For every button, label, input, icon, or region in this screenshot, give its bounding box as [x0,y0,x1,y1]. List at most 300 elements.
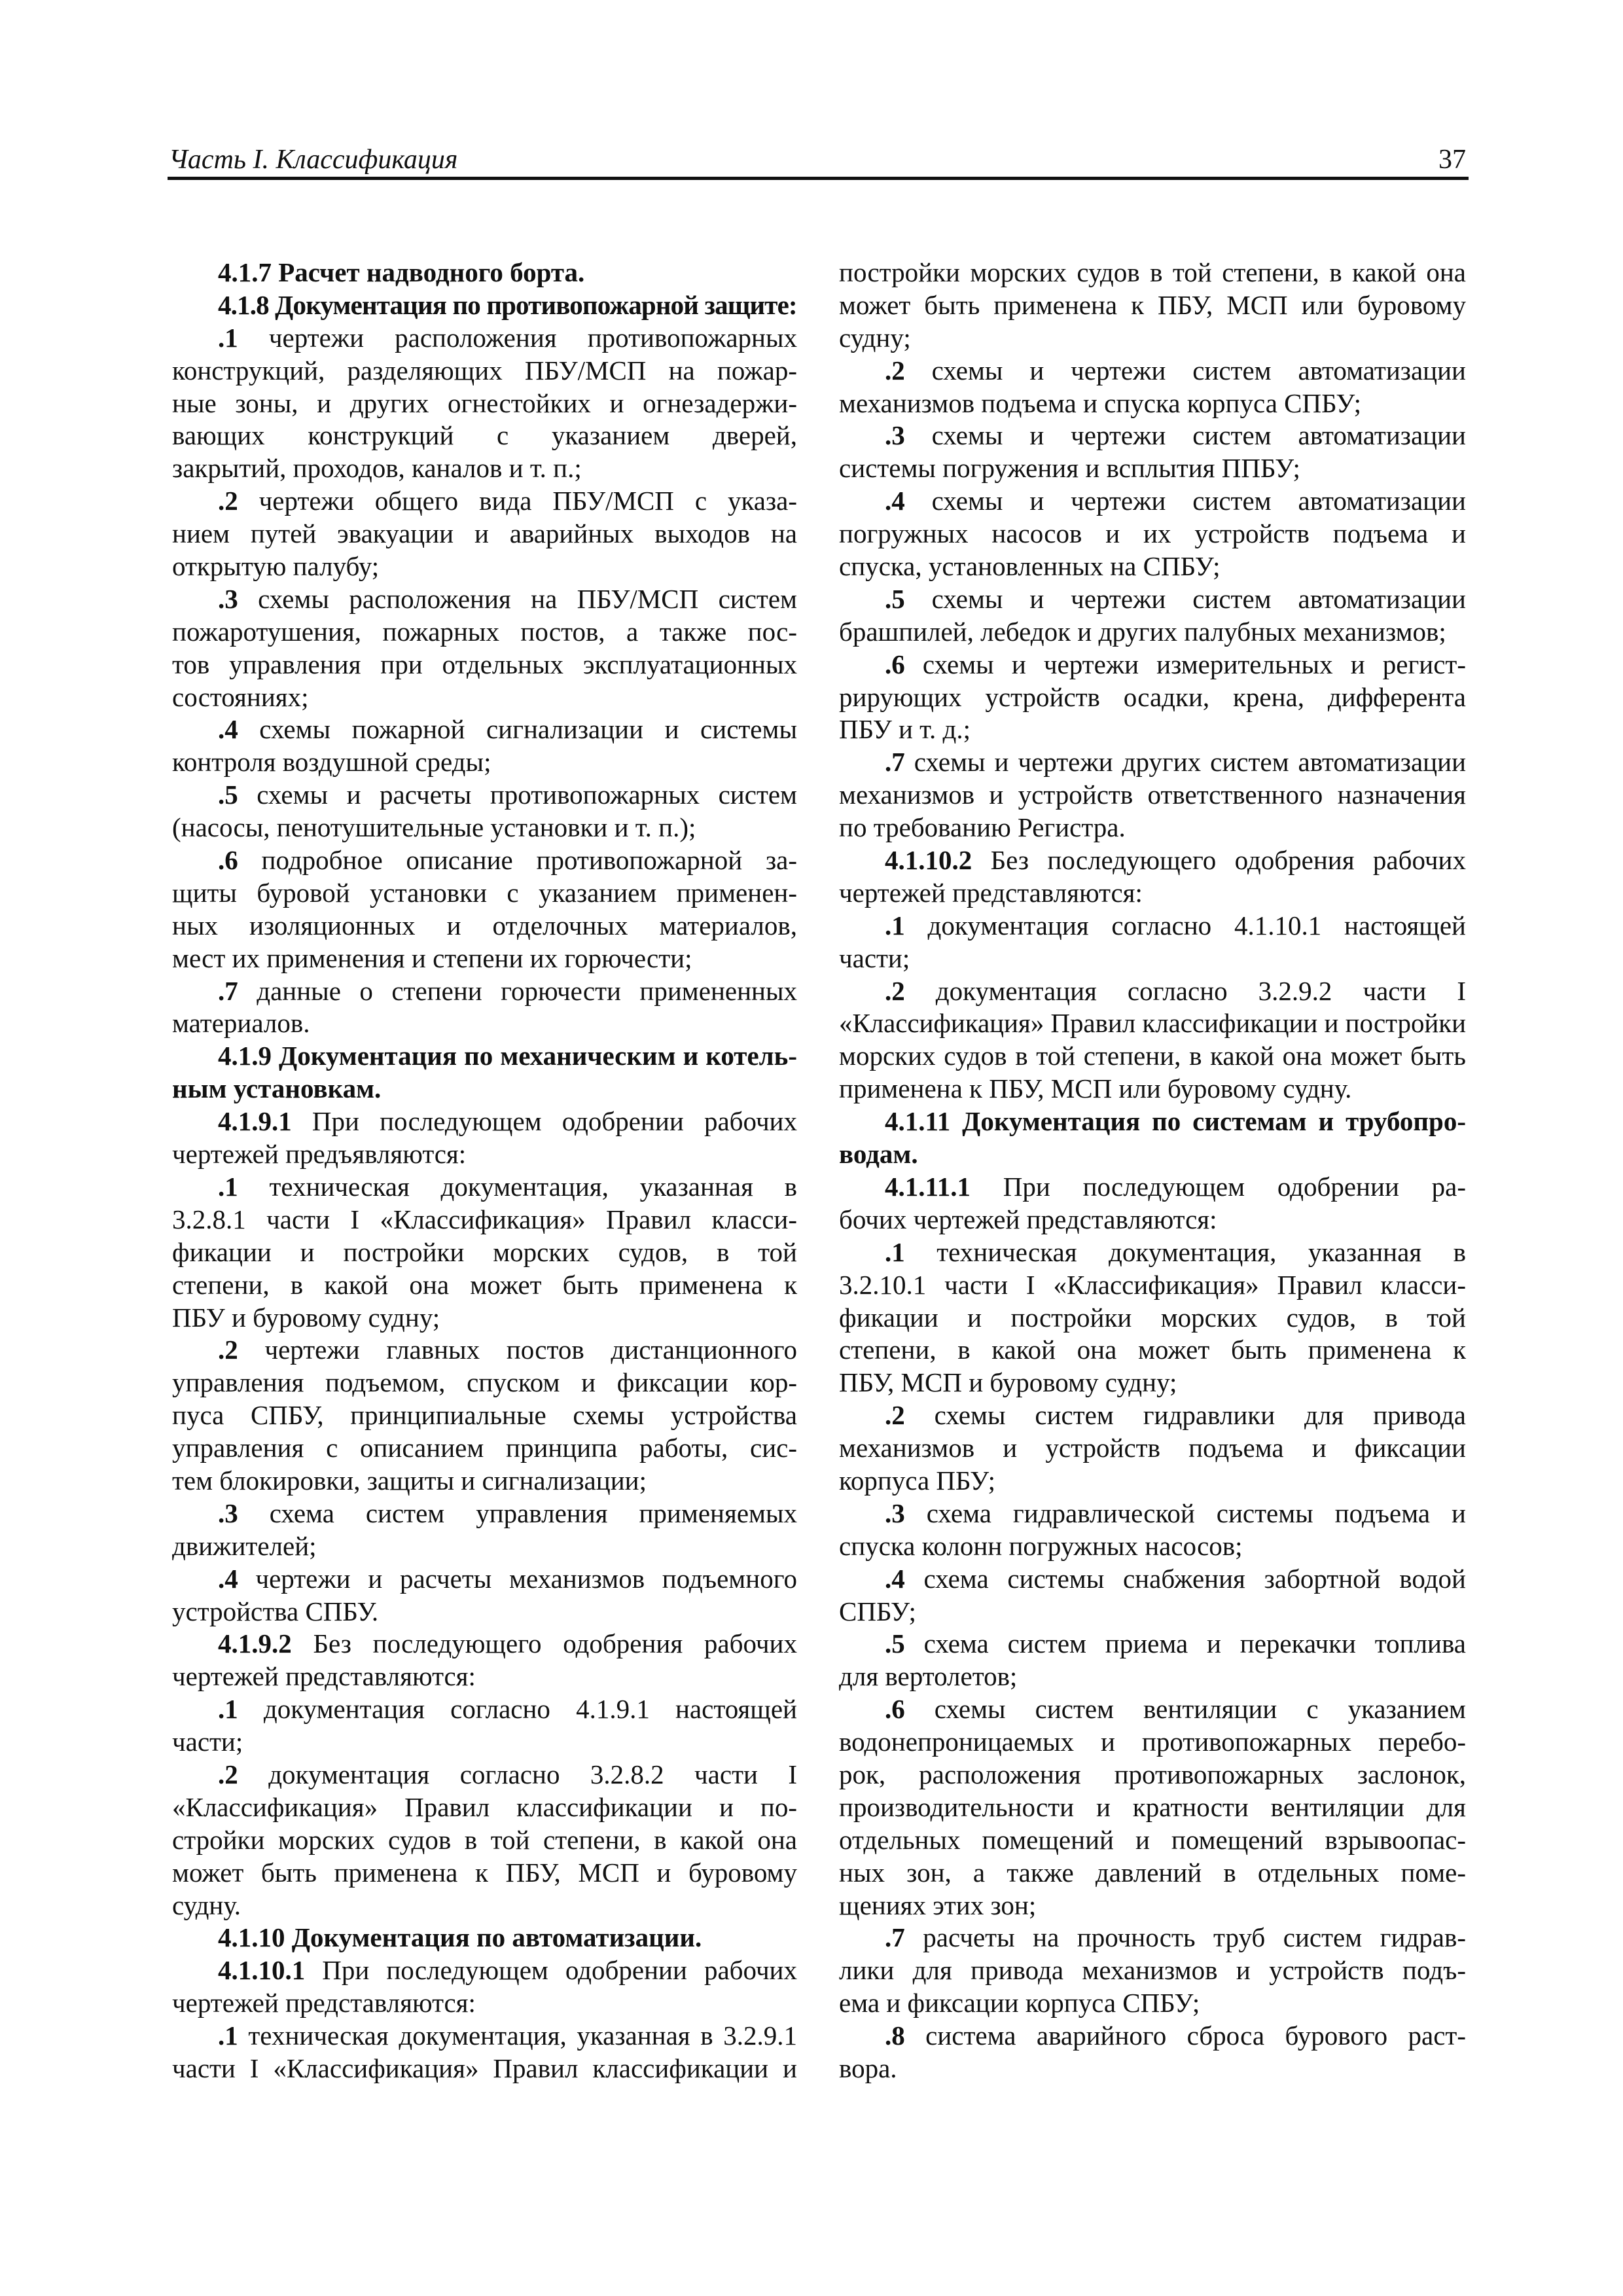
list-item [839,844,1466,910]
line-text: устройства СПБУ. [172,1596,379,1626]
text-line [839,1073,1466,1105]
text-line [839,1791,1466,1824]
item-number: .2 [885,1400,905,1431]
text-line [839,779,1466,812]
text-line [172,1628,797,1660]
line-text: чертежи главных постов дистанционного [264,1335,798,1365]
list-item [172,485,797,583]
line-text: движителей; [172,1530,317,1561]
line-text: 4.1.7 Расчет надводного борта. [218,257,585,287]
line-text: вающих конструкций с указанием дверей, [172,420,797,451]
text-line [839,257,1466,289]
section-heading [172,257,797,289]
text-line [172,1890,797,1922]
list-item [839,485,1466,583]
text-line [172,2020,797,2053]
text-line [172,746,797,779]
line-text: состояниях; [172,681,309,712]
text-line [172,1726,797,1759]
text-line [839,452,1466,485]
text-line [172,1432,797,1465]
line-text: схемы расположения на ПБУ/МСП систем [258,583,797,614]
item-number: .4 [885,486,905,516]
text-line [839,1399,1466,1432]
text-line [839,844,1466,877]
item-number: .1 [885,1236,905,1267]
line-text: пуса СПБУ, принципиальные схемы устройства [172,1400,797,1431]
line-text: 4.1.9 Документация по механическим и котель- [218,1041,797,1071]
line-text: схемы и расчеты противопожарных систем [257,780,798,810]
text-line [172,1465,797,1498]
text-line [839,322,1466,355]
item-number: 4.1.11.1 [885,1171,971,1202]
section-heading [839,1105,1466,1171]
item-number: .1 [218,2020,238,2051]
list-item [172,975,797,1041]
text-line [839,583,1466,616]
text-line [172,452,797,485]
text-line [839,746,1466,779]
line-text: данные о степени горючести примененных [257,975,798,1006]
line-text: степени, в какой она может быть применена к [172,1269,797,1300]
line-text: ПБУ и буровому судну; [172,1302,440,1333]
text-line [839,1726,1466,1759]
line-text: документация согласно 4.1.9.1 настоящей [263,1694,797,1725]
item-number: .6 [218,845,238,876]
text-line [172,779,797,812]
line-text: (насосы, пенотушительные установки и т. п.); [172,812,696,843]
text-line [172,1040,797,1073]
text-line [172,1596,797,1628]
item-number: .3 [885,1498,905,1528]
text-line [172,1073,797,1105]
line-text: механизмов и устройств подъема и фиксации [839,1433,1466,1463]
text-line [839,1530,1466,1563]
text-line [839,1204,1466,1236]
text-line [172,713,797,746]
text-line [839,1660,1466,1693]
text-line [172,1399,797,1432]
text-line [172,844,797,877]
line-text: схемы систем вентиляции с указанием [934,1694,1466,1725]
line-text: Без последующего одобрения рабочих [313,1628,797,1659]
list-item [839,1922,1466,2020]
text-line [839,1302,1466,1335]
line-text: производительности и кратности вентиляции для [839,1791,1466,1822]
line-text: документация согласно 3.2.9.2 части I [935,975,1467,1006]
text-line [172,1954,797,1987]
list-item [172,1171,797,1334]
line-text: техническая документация, указанная в [936,1236,1467,1267]
text-line [172,583,797,616]
text-line [172,1987,797,2020]
line-text: водам. [839,1139,918,1170]
text-line [839,1040,1466,1073]
text-line [839,616,1466,649]
text-line [172,1857,797,1890]
running-header-title: Часть I. Классификация [169,145,458,175]
text-line [839,812,1466,844]
text-line [172,1367,797,1399]
text-line [839,1432,1466,1465]
header-rule [168,177,1469,180]
text-line [172,1236,797,1269]
text-line [839,1693,1466,1726]
text-line [172,1204,797,1236]
line-text: вора. [839,2053,897,2083]
list-item [839,1693,1466,1922]
list-item [172,1759,797,1922]
text-line [839,2053,1466,2085]
line-text: части; [839,942,910,973]
text-line [172,1693,797,1726]
running-header [169,144,1466,175]
text-line [839,1596,1466,1628]
item-number: .3 [218,583,238,614]
text-line [172,1922,797,1954]
text-line [839,1759,1466,1791]
text-line [172,1530,797,1563]
list-item [172,1498,797,1563]
text-line [839,1824,1466,1857]
line-text: ным установкам. [172,1073,382,1104]
item-number: .5 [885,1628,905,1659]
line-text: документация согласно 3.2.8.2 части I [268,1759,798,1789]
line-text: степени, в какой она может быть применена к [839,1335,1466,1365]
line-text: механизмов и устройств ответственного назначения [839,780,1466,810]
list-item [839,420,1466,485]
item-number: .1 [218,322,238,353]
list-item [839,1236,1466,1399]
list-item [839,2020,1466,2085]
line-text: чертежей предъявляются: [172,1139,467,1170]
line-text: конструкций, разделяющих ПБУ/МСП на пожар- [172,355,797,386]
line-text: схема системы снабжения забортной водой [923,1563,1466,1594]
line-text: чертежи расположения противопожарных [268,322,797,353]
line-text: системы погружения и всплытия ППБУ; [839,453,1300,484]
item-number: .3 [218,1498,238,1528]
text-line [839,289,1466,322]
text-line [172,649,797,681]
line-text: 4.1.10 Документация по автоматизации. [218,1922,702,1953]
text-line [839,1138,1466,1171]
line-text: Без последующего одобрения рабочих [990,845,1466,876]
line-text: может быть применена к ПБУ, МСП или буровому [839,289,1466,320]
line-text: техническая документация, указанная в 3.2.9.1 [248,2020,797,2051]
list-item [839,1563,1466,1628]
line-text: тов управления при отдельных эксплуатационных [172,649,797,679]
text-line [172,257,797,289]
list-item [172,779,797,844]
text-line [839,1269,1466,1302]
text-line [839,2020,1466,2053]
line-text: схемы и чертежи измерительных и регист- [922,649,1466,679]
line-text: судну; [839,322,911,353]
text-line [172,942,797,975]
line-text: контроля воздушной среды; [172,747,491,778]
line-text: брашпилей, лебедок и других палубных механизмов; [839,616,1446,647]
list-item [172,1334,797,1497]
line-text: части; [172,1727,243,1757]
line-text: для вертолетов; [839,1661,1018,1692]
list-item [839,746,1466,844]
item-number: .2 [885,355,905,386]
line-text: схема систем приема и перекачки топлива [923,1628,1466,1659]
line-text: документация согласно 4.1.10.1 настоящей [927,910,1466,941]
line-text: чертежей представляются: [839,877,1143,908]
line-text: «Классификация» Правил классификации и по- [172,1791,797,1822]
line-text: чертежей представляются: [172,1988,476,2018]
line-text: система аварийного сброса бурового раст- [925,2020,1467,2051]
text-line [839,550,1466,583]
text-line [172,322,797,355]
item-number: .4 [218,1563,238,1594]
list-item [172,2020,797,2085]
text-line [839,877,1466,910]
line-text: схемы и чертежи систем автоматизации [931,355,1467,386]
item-number: 4.1.9.2 [218,1628,292,1659]
text-line [172,2053,797,2085]
text-line [172,1563,797,1596]
line-text: схемы и чертежи других систем автоматизации [914,747,1467,778]
list-item [172,844,797,975]
text-line [839,713,1466,746]
text-line [839,1465,1466,1498]
line-text: тем блокировки, защиты и сигнализации; [172,1465,647,1496]
text-line [839,1987,1466,2020]
list-item [839,1628,1466,1693]
text-line [172,1660,797,1693]
list-item [172,1105,797,1171]
line-text: спуска, установленных на СПБУ; [839,551,1221,582]
list-item [839,1498,1466,1563]
line-text: чертежи общего вида ПБУ/МСП с указа- [259,486,797,516]
line-text: управления с описанием принципа работы, сис- [172,1433,797,1463]
item-number: .2 [218,1759,238,1789]
line-text: схемы систем гидравлики для привода [934,1400,1466,1431]
line-text: расчеты на прочность труб систем гидрав- [923,1922,1466,1953]
text-line [839,1236,1466,1269]
line-text: стройки морских судов в той степени, в какой она [172,1824,797,1855]
line-text: схема систем управления применяемых [269,1498,798,1528]
text-line [839,1105,1466,1138]
text-line [172,616,797,649]
list-item [172,713,797,779]
left-column [172,257,797,2085]
line-text: рок, расположения противопожарных заслонок, [839,1759,1466,1789]
item-number: .1 [218,1171,238,1202]
line-text: схемы пожарной сигнализации и системы [259,714,797,745]
text-line [172,355,797,387]
line-text: корпуса ПБУ; [839,1465,995,1496]
item-number: 4.1.10.2 [885,845,972,876]
text-line [839,355,1466,387]
list-item [839,910,1466,975]
item-number: .5 [218,780,238,810]
item-number: .6 [885,1694,905,1725]
list-item [172,1954,797,2020]
line-text: отдельных помещений и помещений взрывоопас- [839,1824,1466,1855]
text-line [839,1628,1466,1660]
line-text: 3.2.8.1 части I «Классификация» Правил класси- [172,1204,797,1234]
list-item [839,975,1466,1106]
list-item [172,1693,797,1759]
text-line [172,1171,797,1204]
text-line [839,1954,1466,1987]
text-line [839,485,1466,518]
text-line [839,942,1466,975]
line-text: СПБУ; [839,1596,916,1626]
item-number: .2 [885,975,905,1006]
section-heading [172,289,797,322]
line-text: подробное описание противопожарной за- [261,845,797,876]
text-line [839,420,1466,452]
line-text: закрытий, проходов, каналов и т. п.; [172,453,582,484]
line-text: нием путей эвакуации и аварийных выходов на [172,518,797,549]
item-number: .1 [885,910,905,941]
text-line [172,1759,797,1791]
line-text: чертежи и расчеты механизмов подъемного [255,1563,797,1594]
text-line [172,681,797,714]
item-number: .1 [218,1694,238,1725]
item-number: .4 [885,1563,905,1594]
text-line [839,1171,1466,1204]
list-item [839,583,1466,649]
text-line [839,681,1466,714]
text-line [172,1302,797,1335]
text-line [172,550,797,583]
line-text: ема и фиксации корпуса СПБУ; [839,1988,1200,2018]
item-number: .7 [885,1922,905,1953]
item-number: .6 [885,649,905,679]
text-line [839,1334,1466,1367]
line-text: щениях этих зон; [839,1890,1037,1920]
text-line [172,1334,797,1367]
text-line [172,1269,797,1302]
line-text: схема гидравлической системы подъема и [926,1498,1466,1528]
text-line [172,975,797,1008]
list-item [172,322,797,485]
text-line [172,1791,797,1824]
line-text: может быть применена к ПБУ, МСП и буровому [172,1857,797,1888]
text-line [172,1138,797,1171]
line-text: управления подъемом, спуском и фиксации кор- [172,1367,797,1398]
line-text: механизмов подъема и спуска корпуса СПБУ; [839,387,1362,418]
line-text: ПБУ и т. д.; [839,714,971,745]
item-number: .2 [218,1335,238,1365]
line-text: щиты буровой установки с указанием применен- [172,877,797,908]
line-text: постройки морских судов в той степени, в какой она [839,257,1466,287]
text-line [839,387,1466,420]
item-number: 4.1.9.1 [218,1106,292,1137]
line-text: 4.1.8 Документация по противопожарной защите: [218,289,797,320]
text-line [839,1563,1466,1596]
text-line [839,975,1466,1008]
line-text: фикации и постройки морских судов, в той [172,1236,797,1267]
line-text: «Классификация» Правил классификации и постройки [839,1008,1466,1039]
page-number: 37 [1438,145,1466,175]
line-text: ные зоны, и других огнестойких и огнезадержи- [172,387,797,418]
line-text: При последующем одобрении рабочих [312,1106,798,1137]
list-item [839,355,1466,420]
line-text: морских судов в той степени, в какой она может быть [839,1041,1466,1071]
text-line [172,518,797,550]
line-text: техническая документация, указанная в [269,1171,798,1202]
line-text: части I «Классификация» Правил классификации и [172,2053,797,2083]
text-line [172,1007,797,1040]
item-number: .7 [218,975,238,1006]
list-item [839,1171,1466,1236]
text-line [172,1824,797,1857]
text-line [839,1890,1466,1922]
text-line [839,1367,1466,1399]
list-item [839,649,1466,747]
item-number: .7 [885,747,905,778]
section-heading [172,1040,797,1105]
text-line [839,1922,1466,1954]
paragraph [839,257,1466,355]
text-line [172,1105,797,1138]
text-line [172,910,797,942]
text-line [839,1007,1466,1040]
line-text: открытую палубу; [172,551,380,582]
item-number: .8 [885,2020,905,2051]
item-number: .4 [218,714,238,745]
text-line [172,289,797,322]
item-number: .2 [218,486,238,516]
text-line [839,649,1466,681]
item-number: .3 [885,420,905,451]
line-text: фикации и постройки морских судов, в той [839,1302,1466,1333]
text-line [172,1498,797,1530]
line-text: применена к ПБУ, МСП или буровому судну. [839,1073,1352,1104]
line-text: ных изоляционных и отделочных материалов, [172,910,797,941]
line-text: лики для привода механизмов и устройств подъ- [839,1955,1466,1986]
text-line [172,812,797,844]
text-line [172,387,797,420]
item-number: .5 [885,583,905,614]
line-text: 3.2.10.1 части I «Классификация» Правил класси- [839,1269,1466,1300]
line-text: При последующем одобрении рабочих [322,1955,798,1986]
line-text: чертежей представляются: [172,1661,476,1692]
text-line [172,877,797,910]
line-text: схемы и чертежи систем автоматизации [931,486,1467,516]
text-line [172,485,797,518]
line-text: судну. [172,1890,241,1920]
text-line [839,518,1466,550]
text-line [172,420,797,452]
line-text: рирующих устройств осадки, крена, дифферента [839,681,1466,712]
line-text: спуска колонн погружных насосов; [839,1530,1243,1561]
line-text: ПБУ, МСП и буровому судну; [839,1367,1177,1398]
list-item [839,1399,1466,1498]
text-line [839,910,1466,942]
line-text: материалов. [172,1008,310,1039]
line-text: При последующем одобрении ра- [1003,1171,1466,1202]
right-column [839,257,1466,2085]
item-number: 4.1.10.1 [218,1955,306,1986]
list-item [172,583,797,714]
list-item [172,1563,797,1628]
line-text: мест их применения и степени их горючести; [172,942,692,973]
line-text: водонепроницаемых и противопожарных перебо- [839,1727,1466,1757]
text-line [839,1857,1466,1890]
line-text: по требованию Регистра. [839,812,1126,843]
line-text: погружных насосов и их устройств подъема и [839,518,1466,549]
line-text: схемы и чертежи систем автоматизации [931,420,1467,451]
list-item [172,1628,797,1693]
line-text: ных зон, а также давлений в отдельных поме- [839,1857,1466,1888]
